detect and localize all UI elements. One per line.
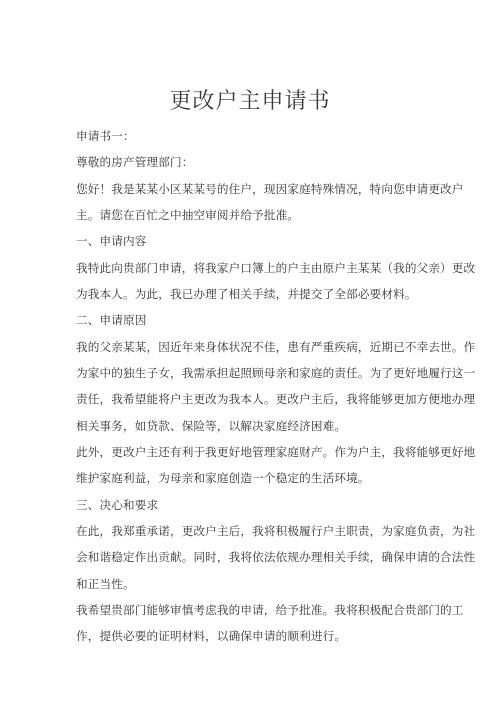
section-heading-3: 三、决心和要求 [76, 498, 159, 512]
paragraph-line: 责任，我希望能将户主更改为我本人。更改户主后，我将能够更加方便地办理 [76, 392, 476, 406]
recipient-line: 尊敬的房产管理部门： [76, 155, 194, 169]
salutation-heading: 申请书一： [76, 129, 135, 143]
paragraph-line: 在此，我郑重承诺，更改户主后，我将积极履行户主职责，为家庭负责，为社 [76, 524, 476, 538]
paragraph-line: 主。请您在百忙之中抽空审阅并给予批准。 [76, 208, 300, 222]
paragraph-line: 为家中的独生子女，我需承担起照顾母亲和家庭的责任。为了更好地履行这一 [76, 366, 476, 380]
paragraph-line: 会和谐稳定作出贡献。同时，我将依法依规办理相关手续，确保申请的合法性 [76, 550, 476, 564]
section-heading-2: 二、申请原因 [76, 313, 147, 327]
paragraph-line: 您好！我是某某小区某某号的住户，现因家庭特殊情况，特向您申请更改户 [76, 182, 464, 196]
paragraph-line: 维护家庭利益，为母亲和家庭创造一个稳定的生活环境。 [76, 471, 370, 485]
paragraph-line: 我希望贵部门能够审慎考虑我的申请，给予批准。我将积极配合贵部门的工 [76, 603, 464, 617]
section-heading-1: 一、申请内容 [76, 234, 147, 248]
paragraph-line: 作，提供必要的证明材料，以确保申请的顺利进行。 [76, 629, 347, 643]
paragraph-line: 我特此向贵部门申请，将我家户口簿上的户主由原户主某某（我的父亲）更改 [76, 261, 476, 275]
paragraph-line: 和正当性。 [76, 577, 135, 591]
paragraph-line: 相关事务，如贷款、保险等，以解决家庭经济困难。 [76, 419, 347, 433]
paragraph-line: 为我本人。为此，我已办理了相关手续，并提交了全部必要材料。 [76, 287, 417, 301]
paragraph-line: 此外，更改户主还有利于我更好地管理家庭财产。作为户主，我将能够更好地 [76, 445, 476, 459]
document-title: 更改户主申请书 [169, 89, 331, 114]
paragraph-line: 我的父亲某某，因近年来身体状况不佳，患有严重疾病，近期已不幸去世。作 [76, 340, 476, 354]
